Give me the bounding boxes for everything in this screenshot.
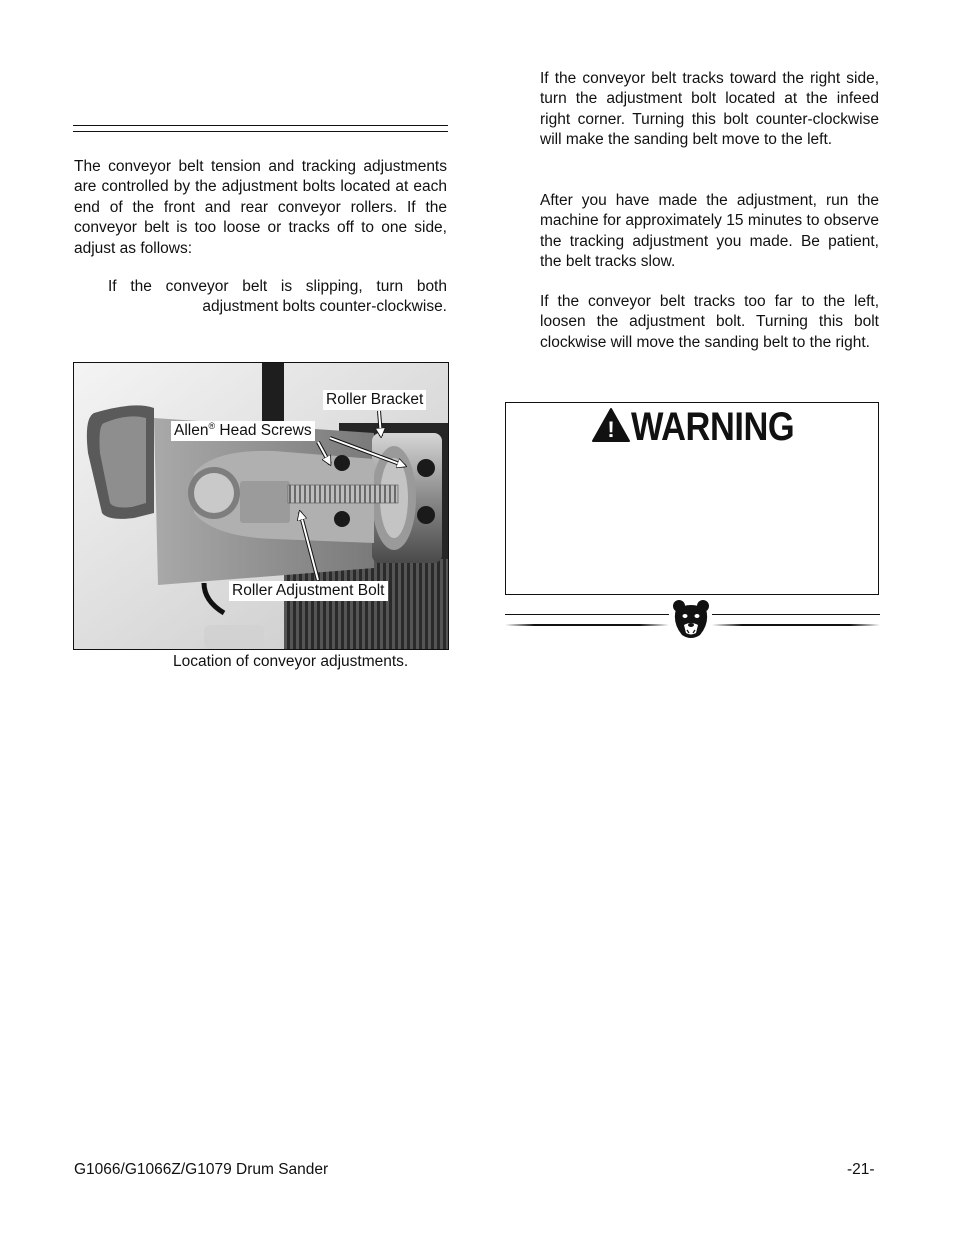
footer-model: G1066/G1066Z/G1079 Drum Sander [74, 1161, 329, 1178]
step-1-line-2: adjustment bolts counter-clockwise. [202, 298, 447, 316]
right-paragraph-3: If the conveyor belt tracks too far to the left, loosen the adjustment bolt. Turning this bolt clockwise will move the sanding belt to the right. [540, 293, 879, 351]
footer-page-number: -21- [847, 1161, 875, 1178]
divider-right-thick [712, 624, 880, 626]
label-roller-bracket: Roller Bracket [323, 390, 426, 410]
figure-caption: Location of conveyor adjustments. [173, 653, 409, 670]
step-1-line-1: If the conveyor belt is slipping, turn both [108, 278, 447, 295]
bear-logo-icon [672, 599, 710, 641]
arrow-allen-screw-right [330, 438, 405, 466]
right-paragraph-1: If the conveyor belt tracks toward the right side, turn the adjustment bolt located at the infeed right corner. Turning this bolt counter-clockwise will make the sanding belt move to the left. [540, 70, 879, 149]
warning-title: WARNING [631, 405, 795, 449]
label-allen-suffix: Head Screws [215, 422, 312, 439]
registered-mark: ® [208, 420, 216, 431]
arrow-allen-screw-left [318, 442, 330, 464]
intro-paragraph: The conveyor belt tension and tracking adjustments are controlled by the adjustment bolts located at each end of the front and rear conveyor rollers. If the conveyor belt is too loose or tracks off to one side, adjust as follows: [74, 158, 447, 257]
right-paragraph-2: After you have made the adjustment, run the machine for approximately 15 minutes to observe the tracking adjustment you made. Be patient, the belt tracks slow. [540, 192, 879, 271]
svg-text:!: ! [607, 417, 615, 442]
warning-triangle-icon [591, 407, 631, 443]
label-allen-prefix: Allen [174, 422, 209, 439]
arrow-roller-bracket [379, 411, 381, 436]
divider-left-thick [505, 624, 669, 626]
divider-right-thin [712, 614, 880, 615]
arrow-roller-adjustment-bolt [300, 512, 318, 580]
label-roller-adjustment-bolt: Roller Adjustment Bolt [229, 581, 388, 601]
divider-left-thin [505, 614, 669, 615]
